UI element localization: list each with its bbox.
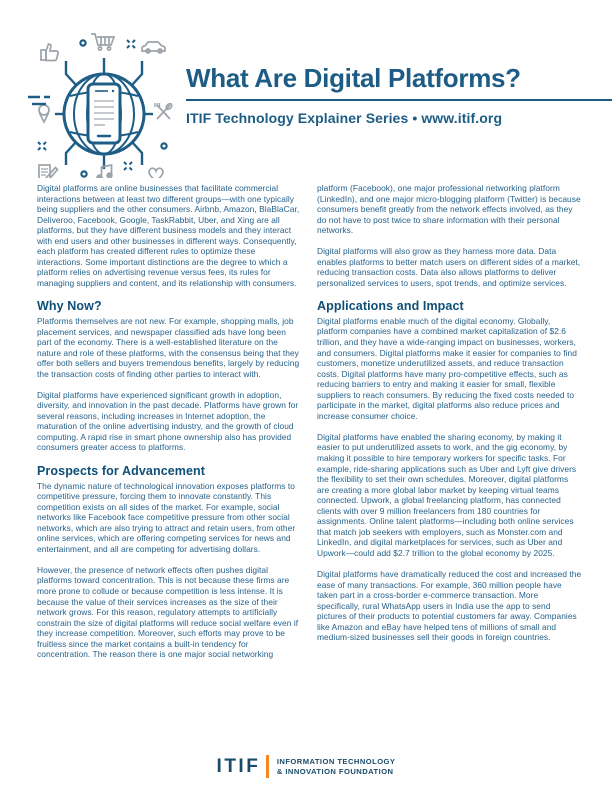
- title-block: [186, 26, 612, 126]
- paragraph: The dynamic nature of technological innovation exposes platforms to competitive pressure, forcing them to innovate constantly. This competition exists on all sides of the market. For example, social networks like Facebook face competitive pressure from other social networks, which are also trying to attract and retain users, from other online services, which are offering competing services for news and entertainment, and all are competing for advertising dollars.: [37, 480, 296, 554]
- paragraph: Digital platforms have dramatically reduced the cost and increased the ease of many transactions. For example, 360 million people have taken part in a cross-border e-commerce transaction. More specifically, rural WhatsApp users in India use the app to send pictures of their products to potential customers far away. Companies like Amazon and eBay have helped tens of millions of small and medium-sized businesses sell their goods in foreign countries.: [317, 568, 582, 643]
- paragraph: Digital platforms have experienced significant growth in adoption, diversity, and innovation in the past decade. Platforms have grown for several reasons, including increases in Internet adoption, the maturation of the online advertising industry, and the growth of cloud computing. A rapid rise in smart phone ownership also has provided consumers greater access to platforms.: [37, 389, 299, 453]
- paragraph: Platforms themselves are not new. For example, shopping malls, job placement services, and newspaper classified ads have long been part of the economy. There is a well-established literature on the nature and role of these platforms, with the consensus being that they offer both sellers and buyers tremendous benefits, largely by reducing the transaction costs of finding other parties to interact with.: [37, 315, 300, 379]
- itif-logo-text: ITIF: [216, 756, 261, 777]
- paragraph: platform (Facebook), one major professional networking platform (LinkedIn), and one major micro-blogging platform (Twitter) is because consumers benefit greatly from the network effects involved, as they do not have to post twice to share information with their personal networks.: [317, 183, 581, 236]
- footer: [0, 755, 612, 778]
- section-heading-applications: Applications and Impact: [317, 298, 464, 313]
- footer-org-name: [277, 757, 396, 776]
- document-pencil-icon: [39, 165, 58, 178]
- paragraph: Digital platforms enable much of the digital economy. Globally, platform companies have a combined market capitalization of $2.6 trillion, and they have a wide-ranging impact on businesses, workers, and consumers. Digital platforms make it easier for companies to find customers, monetize underutilized assets, and reduce transaction costs. Digital platforms have many pro-competitive effects, such as reducing barriers to entry and making it easier for small, flexible suppliers to reach consumers. By reducing the fixed costs needed to participate in the market, digital platforms also reduce prices and increase consumer choice.: [317, 315, 577, 421]
- title-divider: [186, 99, 612, 101]
- paragraph: Digital platforms have enabled the sharing economy, by making it easier to put underutilized assets to work, and the gig economy, by making it possible to hire temporary workers for specific tasks. For example, ride-sharing applications such as Uber and Lyft give drivers the flexibility to set their own schedules. Moreover, digital platforms are creating a more global labor market by keeping virtual teams connected. Upwork, a global freelancing platform, has connected clients with over 9 million freelancers from 180 countries for assignments. Online talent platforms—including both online services that match job seekers with employers, such as Monster.com and LinkedIn, and digital marketplaces for services, such as Uber and Upwork—could add $2.7 trillion to the global economy by 2025.: [317, 431, 577, 558]
- location-pin-icon: [39, 105, 49, 122]
- car-icon: [142, 42, 165, 53]
- heart-icon: [149, 168, 163, 178]
- section-heading-why-now: Why Now?: [37, 298, 102, 313]
- article-body: [0, 178, 612, 670]
- cutlery-icon: [155, 103, 173, 119]
- header: [0, 0, 612, 178]
- music-note-icon: [97, 165, 112, 178]
- smartphone-icon: [88, 84, 120, 143]
- paragraph: Digital platforms will also grow as they harness more data. Data enables platforms to better match users on different sides of a market, reducing transaction costs. Data also allows platforms to deliver personalized services to users, spot trends, and optimize services.: [317, 246, 581, 288]
- series-subtitle: ITIF Technology Explainer Series • www.itif.org: [186, 110, 503, 126]
- section-heading-prospects: Prospects for Advancement: [37, 463, 206, 478]
- right-column: [317, 183, 582, 670]
- thumbs-up-icon: [41, 44, 58, 61]
- paragraph-intro: Digital platforms are online businesses that facilitate commercial interactions between at least two different groups—with one typically being suppliers and the other consumers. Airbnb, Amazon, BlaBlaCar, Deliveroo, Facebook, Google, TaskRabbit, Uber, and Xing are all platforms, but they have different business models and they interact with end users and other businesses in different ways. Consequently, each platform has created different rules to optimize these interactions. Some important distinctions are the degree to which a platform relies on advertising revenue versus fees, its rules for managing suppliers and content, and its relationship with consumers.: [37, 183, 300, 288]
- globe-phone-logo: [28, 26, 180, 178]
- left-column: [37, 183, 302, 670]
- footer-orange-divider: [266, 755, 269, 778]
- footer-org-line1: INFORMATION TECHNOLOGY: [276, 756, 396, 766]
- page-title: What Are Digital Platforms?: [186, 63, 521, 93]
- paragraph: However, the presence of network effects often pushes digital platforms toward concentration. This is not because these firms are more prone to collude or because competition is less intense. It is because the value of their services increases as the size of their network grows. For this reason, regulatory attempts to artificially constrain the size of digital platforms will reduce social welfare even if they increase competition. Moreover, such efforts may prove to be fruitless since the market contains a built-in tendency for concentration. The reason there is one major social networking: [37, 564, 299, 660]
- itif-globe-logo: [28, 26, 180, 178]
- shopping-cart-icon: [91, 34, 114, 50]
- footer-org-line2: & INNOVATION FOUNDATION: [276, 766, 394, 776]
